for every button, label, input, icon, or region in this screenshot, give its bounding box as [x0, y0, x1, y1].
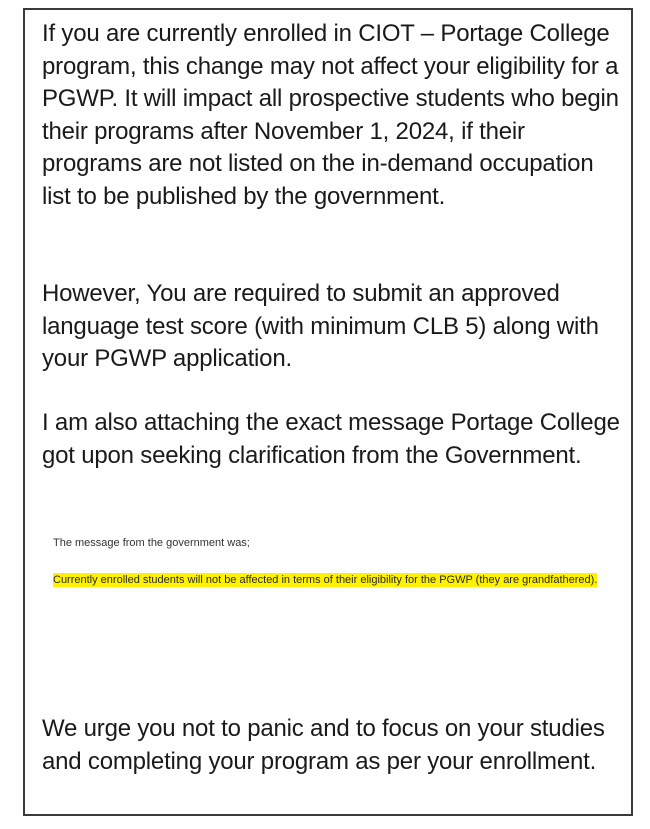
document-frame [23, 8, 633, 816]
government-message-intro: The message from the government was; [53, 537, 250, 549]
paragraph-language-test: However, You are required to submit an approved language test score (with minimum CLB 5) along with your PGWP application. [42, 280, 599, 373]
paragraph-attachment-note: I am also attaching the exact message Portage College got upon seeking clarification from the Government. [42, 409, 620, 469]
highlighted-quote-text: Currently enrolled students will not be affected in terms of their eligibility for the PGWP (they are grandfathered). [53, 574, 598, 586]
embedded-government-message [53, 536, 613, 590]
paragraph-enrollment-notice: If you are currently enrolled in CIOT – Portage College program, this change may not affect your eligibility for a PGWP. It will impact all prospective students who begin their programs after November 1, 2024, if their programs are not listed on the in-demand occupation list to be published by the government. [42, 20, 619, 210]
paragraph-closing-advice: We urge you not to panic and to focus on your studies and completing your program as per your enrollment. [42, 715, 605, 775]
government-message-quote [53, 570, 613, 590]
